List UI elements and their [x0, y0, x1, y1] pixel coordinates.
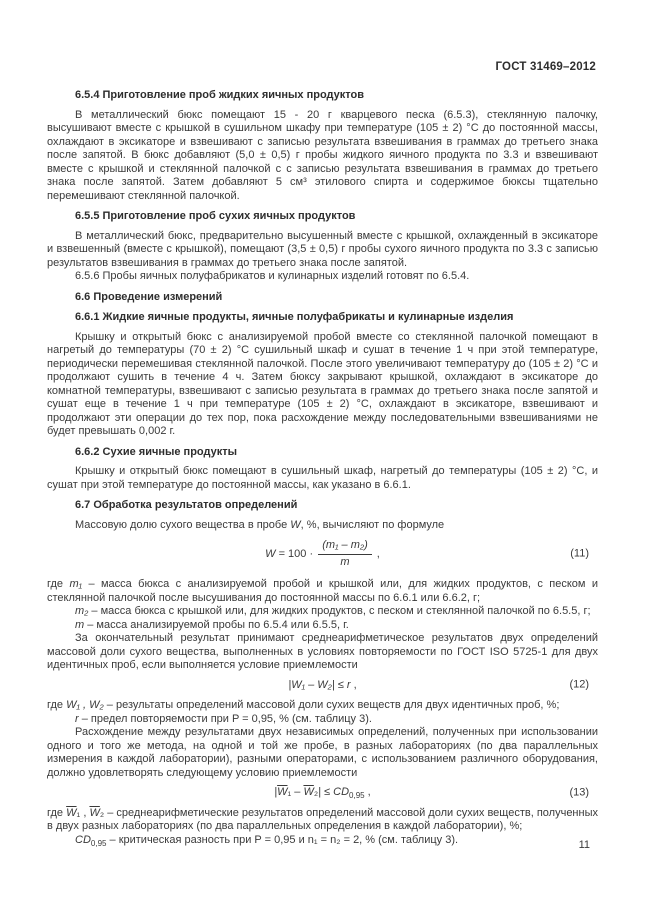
- variable-cd-def: CD: [75, 833, 91, 846]
- formula-11-comma: ,: [373, 547, 380, 560]
- formula-11-lhs: W: [265, 547, 276, 560]
- definition-m-text: – масса анализируемой пробы по 6.5.4 или 6.5.5, г.: [84, 618, 349, 631]
- formula-11-body: [265, 539, 380, 569]
- definition-m2: [47, 605, 598, 619]
- paragraph-6-5-4: В металлический бюкс помещают 15 - 20 г кварцевого песка (6.5.3), стеклянную палочку, высушивают вместе с крышкой в сушильном шкафу при температуре (105 ± 2) °С до постоянной массы, охлаждают в эксикаторе и взвешивают с записью результата взвешивания в граммах до третьего знака после запятой. В бюкс добавляют (5,0 ± 0,5) г пробы жидкого яичного продукта по 3.3 и взвешивают вместе с крышкой и стеклянной палочкой с с записью результата взвешивания в граммах до третьего знака после запятой. Затем добавляют 5 см³ этилового спирта и содержимое бюксы тщательно перемешивают стеклянной палочкой.: [47, 108, 598, 202]
- definition-r-text: – предел повторяемости при P = 0,95, % (см. таблицу 3).: [78, 712, 372, 725]
- paragraph-6-5-6: 6.5.6 Пробы яичных полуфабрикатов и кулинарных изделий готовят по 6.5.4.: [75, 270, 470, 282]
- formula-13-sub2: ₂: [313, 786, 319, 798]
- definition-cd-text: – критическая разность при P = 0,95 и n₁ = n₂ = 2, % (см. таблицу 3).: [106, 833, 459, 846]
- definition-wbar-sub1: ₁: [76, 806, 81, 819]
- formula-intro-line: [47, 519, 598, 533]
- definition-wbar-text: – среднеарифметические результатов определений массовой доли сухих веществ, полученных в двух разных лабораториях (по два параллельных определения в каждой лаборатории), %;: [47, 806, 598, 832]
- definition-cd: [47, 834, 598, 848]
- section-heading-6-6: 6.6 Проведение измерений: [75, 290, 223, 303]
- variable-cd-subscript: 0,95: [349, 791, 365, 801]
- definition-w12-lead: где: [47, 699, 67, 711]
- definition-r: [47, 713, 598, 727]
- variable-r: r: [75, 712, 79, 725]
- variable-m2: m₂: [75, 605, 89, 617]
- formula-13: [47, 786, 598, 800]
- variable-m: m: [75, 618, 85, 631]
- formula-13-open-bar: |: [274, 786, 278, 798]
- formula-intro-text-post: , %, вычисляют по формуле: [300, 518, 445, 531]
- section-heading-6-5-5: 6.5.5 Приготовление проб сухих яичных продуктов: [75, 210, 356, 222]
- formula-12-expression: |W₁ – W₂| ≤ r: [288, 678, 351, 691]
- formula-13-minus: –: [291, 786, 304, 798]
- variable-wbar2-def: $\overline{W}$: [89, 806, 100, 819]
- paragraph-6-5-5: В металлический бюкс, предварительно высушенный вместе с крышкой, охлажденный в эксикаторе и взвешенный (вместе с крышкой), помещают (3,5 ± 0,5) г пробы сухого яичного продукта по 3.3 с записью результатов взвешивания в граммах до третьего знака после запятой.: [47, 229, 598, 269]
- definition-w12: [47, 699, 598, 713]
- variable-w1-w2: W₁ , W₂: [66, 699, 104, 711]
- formula-13-body: [274, 786, 370, 800]
- section-heading-6-6-2: 6.6.2 Сухие яичные продукты: [75, 445, 238, 458]
- variable-cd-def-subscript: 0,95: [90, 838, 107, 848]
- definition-m1-lead: где: [47, 578, 70, 590]
- definition-m1-text: – масса бюкса с анализируемой пробой и крышкой или, для жидких продуктов, с песком и стеклянной палочкой после высушивания до постоянной массы по 6.6.1 или 6.6.2, г;: [47, 578, 598, 604]
- paragraph-discrepancy: Расхождение между результатами двух независимых определений, полученных при использовании одного и того же метода, на одной и той же пробе, в разных лабораториях (по два параллельных измерения в каждой лаборатории), разными операторами, с использованием различного оборудования, должно удовлетворять следующему условию приемлемости: [47, 726, 598, 779]
- formula-13-relation: | ≤: [318, 786, 334, 798]
- definition-w12-text: – результаты определений массовой доли сухих веществ для двух идентичных проб, %;: [103, 699, 560, 711]
- variable-wbar1: $\overline{W}$: [277, 786, 288, 798]
- definition-m2-text: – масса бюкса с крышкой или, для жидких продуктов, с песком и стеклянной палочкой по 6.5.5, г;: [88, 605, 591, 617]
- equation-number-13: (13): [569, 786, 589, 798]
- definition-wbar-sub2: ₂: [99, 806, 105, 819]
- formula-12-comma: ,: [350, 678, 357, 691]
- paragraph-6-6-2: Крышку и открытый бюкс помещают в сушильный шкаф, нагретый до температуры (105 ± 2) °С, и сушат при этой температуре до постоянной массы, как указано в 6.6.1.: [47, 465, 598, 491]
- definition-wbar-lead: где: [47, 806, 67, 819]
- formula-11-relation: = 100 ·: [275, 547, 317, 560]
- formula-11-fraction: [318, 539, 372, 569]
- definition-m: [47, 619, 598, 633]
- definition-wbar-comma: ,: [80, 806, 90, 819]
- formula-11-denominator: m: [340, 555, 350, 568]
- equation-number-11: (11): [570, 547, 589, 560]
- page-content: [47, 89, 598, 847]
- formula-11: [47, 539, 598, 569]
- page-number: 11: [578, 839, 590, 851]
- formula-11-numerator: (m₁ – m₂): [318, 539, 372, 555]
- variable-wbar2: $\overline{W}$: [303, 786, 314, 798]
- paragraph-final-result: За окончательный результат принимают среднеарифметическое результатов двух определений массовой доли сухого вещества, выполненных в условиях повторяемости по ГОСТ ISO 5725-1 для двух идентичных проб, если выполняется условие приемлемости: [47, 632, 598, 671]
- section-heading-6-7: 6.7 Обработка результатов определений: [75, 499, 298, 511]
- variable-w: W: [290, 518, 301, 531]
- document-code-header: ГОСТ 31469–2012: [495, 61, 596, 73]
- section-heading-6-5-4: 6.5.4 Приготовление проб жидких яичных продуктов: [75, 89, 365, 101]
- variable-cd: CD: [333, 786, 350, 798]
- variable-m1: m₁: [69, 578, 83, 590]
- formula-13-sub1: ₁: [287, 786, 292, 798]
- formula-12-body: [288, 679, 356, 693]
- formula-12: [47, 679, 598, 693]
- definition-m1: [47, 578, 598, 605]
- formula-intro-text-pre: Массовую долю сухого вещества в пробе: [75, 518, 291, 531]
- equation-number-12: (12): [569, 678, 589, 691]
- definition-wbar: [47, 807, 598, 834]
- paragraph-6-6-1: Крышку и открытый бюкс с анализируемой пробой вместе со стеклянной палочкой помещают в нагретый до температуры (70 ± 2) °С сушильный шкаф и сушат в течение 1 ч при этой температуре, периодически перемешивая стеклянной палочкой. После этого увеличивают температуру до (105 ± 2) °С и продолжают сушить в течение 4 ч. Затем бюксу закрывают крышкой, охлаждают в эксикаторе до комнатной температуры, взвешивают с записью результата в граммах до третьего знака после запятой и сушат еще в течение 1 ч при температуре (105 ± 2) °С, охлаждают в эксикаторе, взвешивают и продолжают эти операции до тех пор, пока расхождение между последовательными взвешиваниями не будет превышать 0,002 г.: [47, 330, 598, 437]
- variable-wbar1-def: $\overline{W}$: [66, 806, 77, 819]
- formula-13-comma: ,: [364, 786, 371, 798]
- section-heading-6-6-1: 6.6.1 Жидкие яичные продукты, яичные полуфабрикаты и кулинарные изделия: [75, 311, 514, 323]
